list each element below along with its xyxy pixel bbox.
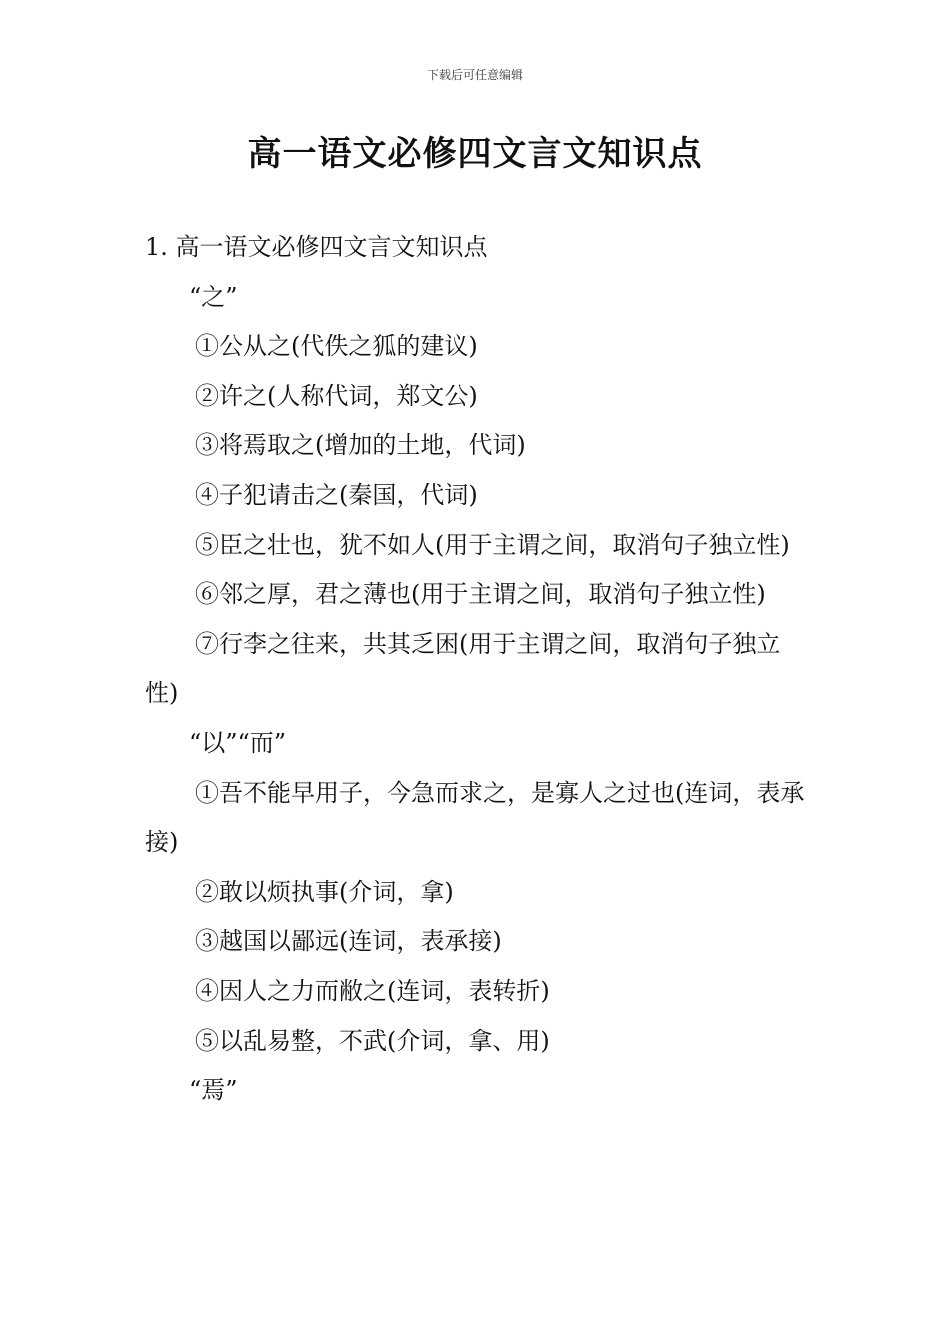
section-heading: 1. 高一语文必修四文言文知识点 bbox=[145, 233, 488, 261]
example-line: ①公从之(代佚之狐的建议) bbox=[195, 332, 478, 361]
example-line: ⑤以乱易整，不武(介词，拿、用) bbox=[195, 1026, 550, 1055]
word-heading: “之” bbox=[189, 282, 238, 311]
example-line: ⑥邻之厚，君之薄也(用于主谓之间，取消句子独立性) bbox=[195, 580, 766, 609]
example-line: ②许之(人称代词，郑文公) bbox=[195, 381, 478, 410]
example-line: ①吾不能早用子，今急而求之，是寡人之过也(连词，表承接) bbox=[145, 778, 805, 857]
header-note: 下载后可任意编辑 bbox=[426, 68, 523, 82]
example-line: ②敢以烦执事(介词，拿) bbox=[195, 877, 454, 906]
example-line: ④子犯请击之(秦国，代词) bbox=[195, 480, 478, 509]
example-line: ③将焉取之(增加的土地，代词) bbox=[195, 431, 526, 460]
example-line: ⑦行李之往来，共其乏困(用于主谓之间，取消句子独立性) bbox=[145, 629, 781, 708]
document-body bbox=[145, 223, 810, 1116]
word-heading: “焉” bbox=[189, 1076, 238, 1105]
example-line: ④因人之力而敝之(连词，表转折) bbox=[195, 976, 550, 1005]
example-line: ③越国以鄙远(连词，表承接) bbox=[195, 927, 502, 956]
word-heading: “以”“而” bbox=[189, 728, 287, 757]
example-line: ⑤臣之壮也，犹不如人(用于主谓之间，取消句子独立性) bbox=[195, 530, 790, 559]
document-title: 高一语文必修四文言文知识点 bbox=[247, 134, 703, 174]
